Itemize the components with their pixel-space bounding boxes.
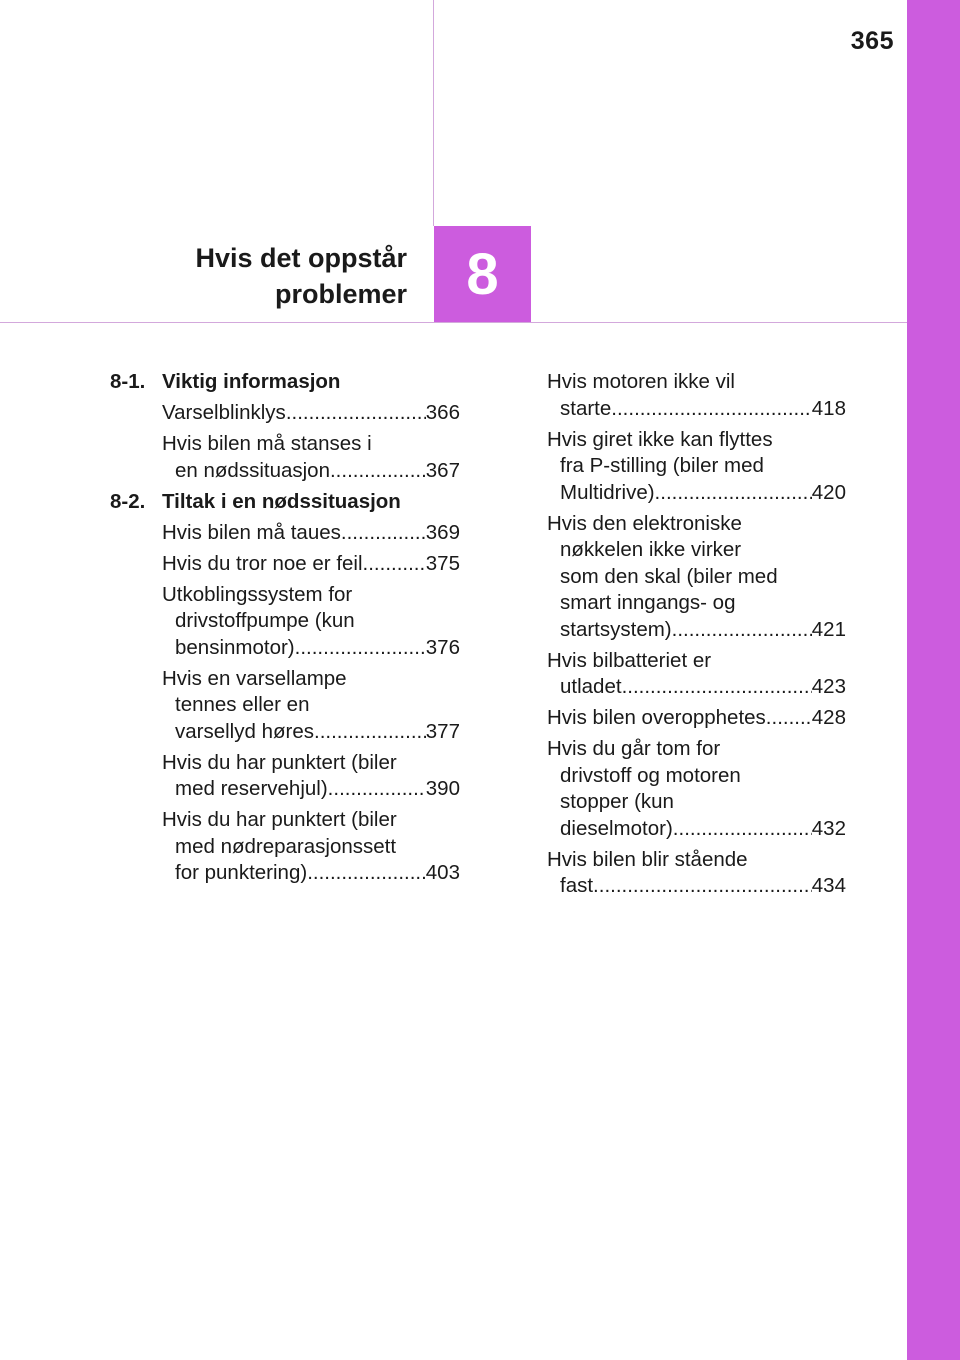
toc-entry[interactable] [162, 431, 460, 484]
toc-entry-text: Hvis den elektroniske [547, 511, 742, 535]
toc-entry-last-line [162, 520, 460, 547]
toc-entry-text: Hvis giret ikke kan flyttes [547, 427, 773, 451]
chapter-number-badge: 8 [434, 226, 531, 322]
toc-page-number: 369 [425, 520, 460, 544]
toc-entry[interactable] [162, 750, 460, 803]
toc-entry-text: varsellyd høres [175, 719, 314, 743]
divider-vertical [433, 0, 434, 226]
toc-entry-text: Hvis du går tom for [547, 737, 721, 760]
toc-entry-text: Varselblinklys [162, 401, 286, 424]
toc-entry-text: for punktering) [175, 861, 308, 884]
toc-entry-last-line [560, 480, 846, 507]
toc-page-number: 420 [811, 480, 846, 504]
toc-entry-text: fra P-stilling (biler med [560, 454, 764, 477]
dot-leader [622, 674, 812, 701]
dot-leader [655, 480, 812, 507]
toc-entry-text: med reservehjul) [175, 777, 328, 800]
toc-section-heading [110, 369, 460, 396]
chapter-title [195, 240, 407, 312]
dot-leader [307, 860, 426, 887]
toc-entry-text: som den skal (biler med [560, 564, 778, 588]
toc-entry-text: drivstoff og motoren [560, 763, 741, 787]
toc-page-number: 390 [425, 777, 460, 800]
toc-entry[interactable] [547, 511, 846, 644]
toc-page-number: 403 [425, 861, 460, 884]
toc-page-number: 375 [425, 551, 460, 575]
toc-entry[interactable] [547, 648, 846, 701]
toc-column-right [547, 369, 846, 904]
toc-entry[interactable] [547, 427, 846, 507]
section-title: Viktig informasjon [162, 370, 341, 393]
toc-page-number: 428 [811, 706, 846, 729]
toc-entry[interactable] [162, 520, 460, 547]
toc-entry-text: nøkkelen ikke virker [560, 538, 742, 561]
toc-entry-text: Multidrive) [560, 480, 655, 504]
toc-entry-last-line [560, 617, 846, 644]
toc-entry-text: dieselmotor) [560, 816, 673, 840]
section-title: Tiltak i en nødssituasjon [162, 489, 401, 513]
toc-entry-text: drivstoffpumpe (kun [175, 609, 355, 632]
toc-entry-text: Hvis bilen overopphetes [547, 706, 766, 729]
toc-page-number: 421 [811, 617, 846, 641]
dot-leader [330, 458, 426, 485]
toc-page-number: 366 [425, 401, 460, 424]
chapter-title-line: Hvis det oppstår [195, 243, 407, 273]
toc-entry-text: starte [560, 396, 612, 420]
toc-entry-last-line [175, 458, 460, 485]
dot-leader [363, 551, 426, 578]
toc-entry-last-line [162, 551, 460, 578]
toc-page-number: 434 [811, 874, 846, 897]
toc-entry[interactable] [162, 807, 460, 887]
toc-entry-text: Hvis du har punktert (biler [162, 808, 397, 831]
dot-leader [295, 635, 426, 662]
toc-entry[interactable] [547, 736, 846, 842]
divider-horizontal [0, 322, 907, 323]
toc-entry[interactable] [547, 847, 846, 900]
page-number: 365 [850, 27, 894, 55]
toc-entry[interactable] [162, 666, 460, 746]
toc-entry-text: Hvis bilen må taues [162, 520, 341, 544]
dot-leader [673, 816, 812, 843]
toc-entry-text: Hvis en varsellampe [162, 666, 347, 690]
toc-entry-text: Hvis bilen må stanses i [162, 432, 372, 455]
section-number: 8-2. [110, 489, 146, 513]
toc-entry-text: Hvis bilen blir stående [547, 847, 748, 871]
toc-entry-last-line [560, 873, 846, 900]
toc-entry-last-line [560, 396, 846, 423]
toc-entry[interactable] [547, 369, 846, 422]
dot-leader [766, 705, 812, 732]
chapter-tab-bar [907, 0, 960, 1360]
toc-entry-text: tennes eller en [175, 693, 310, 716]
toc-entry-text: en nødssituasjon [175, 458, 330, 482]
toc-entry[interactable] [162, 551, 460, 578]
dot-leader [328, 776, 426, 803]
toc-entry[interactable] [162, 400, 460, 427]
toc-entry-text: Hvis du har punktert (biler [162, 750, 397, 774]
toc-entry-text: stopper (kun [560, 790, 674, 813]
toc-entry-text: Utkoblingssystem for [162, 582, 353, 606]
dot-leader [672, 617, 812, 644]
toc-entry-text: Hvis motoren ikke vil [547, 370, 735, 393]
dot-leader [611, 396, 812, 423]
toc-entry-last-line [162, 400, 460, 427]
toc-entry-last-line [175, 860, 460, 887]
toc-entry-text: smart inngangs- og [560, 591, 736, 614]
dot-leader [286, 400, 426, 427]
toc-entry-text: bensinmotor) [175, 635, 295, 659]
toc-page-number: 377 [425, 719, 460, 743]
toc-entry-last-line [175, 635, 460, 662]
toc-entry-text: Hvis bilbatteriet er [547, 648, 712, 672]
toc-entry-text: utladet [560, 675, 622, 698]
toc-entry[interactable] [547, 705, 846, 732]
dot-leader [341, 520, 426, 547]
toc-page-number: 423 [811, 675, 846, 698]
toc-page-number: 432 [811, 816, 846, 840]
toc-entry-text: med nødreparasjonssett [175, 834, 397, 858]
toc-entry-last-line [560, 674, 846, 701]
toc-page-number: 367 [425, 458, 460, 482]
toc-entry-last-line [560, 816, 846, 843]
toc-entry[interactable] [162, 582, 460, 662]
dot-leader [314, 719, 426, 746]
toc-entry-text: startsystem) [560, 617, 672, 641]
chapter-title-line: problemer [274, 279, 407, 309]
toc-entry-text: fast [560, 874, 594, 897]
toc-entry-last-line [175, 776, 460, 803]
toc-column-left [110, 369, 460, 891]
dot-leader [593, 873, 812, 900]
toc-entry-text: Hvis du tror noe er feil [162, 551, 363, 575]
toc-entry-last-line [175, 719, 460, 746]
toc-section-heading [110, 489, 460, 516]
section-number: 8-1. [110, 370, 146, 393]
toc-page-number: 418 [811, 396, 846, 420]
toc-entry-last-line [547, 705, 846, 732]
toc-page-number: 376 [425, 635, 460, 659]
